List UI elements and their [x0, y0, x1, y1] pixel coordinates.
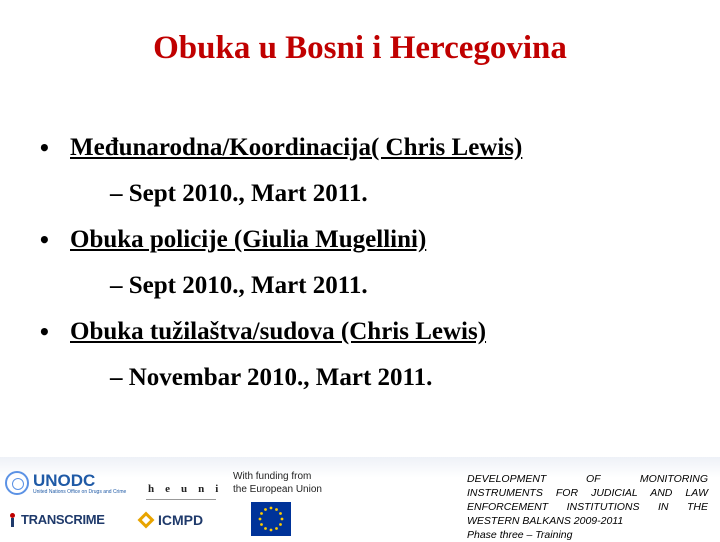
- bullet-item: [38, 130, 698, 166]
- bullet-text: Međunarodna/Koordinacija( Chris Lewis): [70, 134, 523, 161]
- sub-bullet-text: – Sept 2010., Mart 2011.: [110, 272, 368, 299]
- bullet-dot-icon: •: [38, 320, 51, 344]
- transcrime-logo: [8, 512, 105, 527]
- sub-bullet-text: – Sept 2010., Mart 2011.: [110, 180, 368, 207]
- unodc-subtitle: United Nations Office on Drugs and Crime: [33, 488, 127, 495]
- unodc-name: UNODC: [33, 470, 96, 490]
- bullet-text: Obuka policije (Giulia Mugellini): [70, 226, 427, 253]
- unodc-logo: [5, 471, 126, 495]
- project-line: DEVELOPMENT OF MONITORING: [467, 473, 708, 485]
- heuni-logo: heuni: [148, 483, 230, 495]
- sub-bullet-text: – Novembar 2010., Mart 2011.: [110, 364, 433, 391]
- project-description: [467, 472, 708, 542]
- project-line: INSTRUMENTS FOR JUDICIAL AND LAW: [467, 487, 708, 499]
- project-line: Phase three – Training: [467, 529, 573, 541]
- project-line: ENFORCEMENT INSTITUTIONS IN THE: [467, 501, 708, 513]
- un-emblem-icon: [5, 471, 29, 495]
- bullet-item: [38, 222, 698, 258]
- heuni-rule-divider: [146, 499, 216, 500]
- bullet-text: Obuka tužilaštva/sudova (Chris Lewis): [70, 318, 487, 345]
- transcrime-figure-icon: [8, 513, 18, 527]
- eu-flag-icon: [251, 502, 291, 536]
- icmpd-diamond-icon: [138, 512, 155, 529]
- bullet-item: [38, 314, 698, 350]
- transcrime-name: TRANSCRIME: [21, 512, 105, 527]
- bullet-list: [38, 130, 698, 406]
- project-line: WESTERN BALKANS 2009-2011: [467, 515, 624, 527]
- bullet-dot-icon: •: [38, 228, 51, 252]
- icmpd-name: ICMPD: [158, 512, 204, 528]
- icmpd-logo: [140, 512, 203, 528]
- slide-title: Obuka u Bosni i Hercegovina: [153, 30, 567, 66]
- footer-band: [0, 457, 720, 540]
- bullet-dot-icon: •: [38, 136, 51, 160]
- funding-note: With funding from the European Union: [233, 471, 322, 495]
